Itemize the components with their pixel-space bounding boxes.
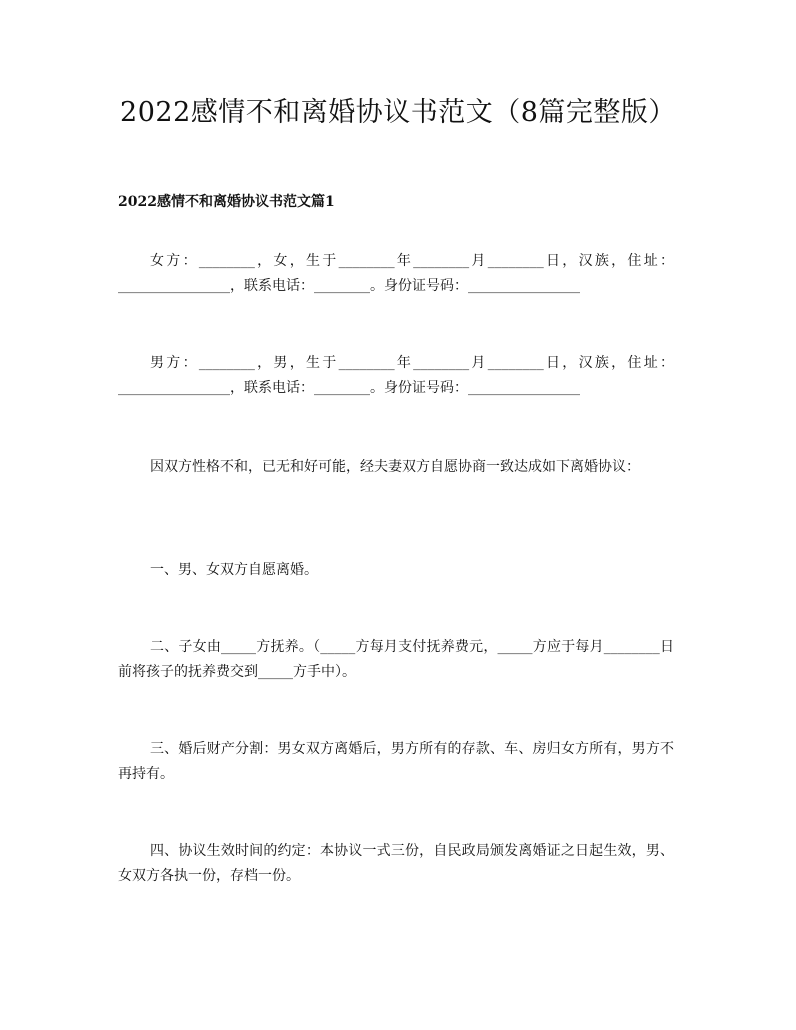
paragraph-male-party: 男方：________，男，生于________年________月________日，汉族，住址：________________，联系电话：________。身份证号码：________________: [118, 355, 674, 396]
paragraph-clause-3: 三、婚后财产分割：男女双方离婚后，男方所有的存款、车、房归女方所有，男方不再持有。: [118, 741, 674, 782]
paragraph-clause-1: 一、男、女双方自愿离婚。: [150, 562, 318, 578]
paragraph-clause-2: 二、子女由_____方抚养。（_____方每月支付抚养费元，_____方应于每月________日前将孩子的抚养费交到_____方手中）。: [118, 639, 674, 680]
paragraph-agreement-intro: 因双方性格不和，已无和好可能，经夫妻双方自愿协商一致达成如下离婚协议：: [150, 459, 640, 475]
section-heading: 2022感情不和离婚协议书范文篇1: [118, 194, 335, 210]
document-title: 2022感情不和离婚协议书范文（8篇完整版）: [120, 97, 676, 128]
paragraph-female-party: 女方：________，女，生于________年________月________日，汉族，住址：________________，联系电话：________。身份证号码：________________: [118, 253, 674, 294]
paragraph-clause-4: 四、协议生效时间的约定：本协议一式三份，自民政局颁发离婚证之日起生效，男、女双方各执一份，存档一份。: [118, 843, 674, 884]
